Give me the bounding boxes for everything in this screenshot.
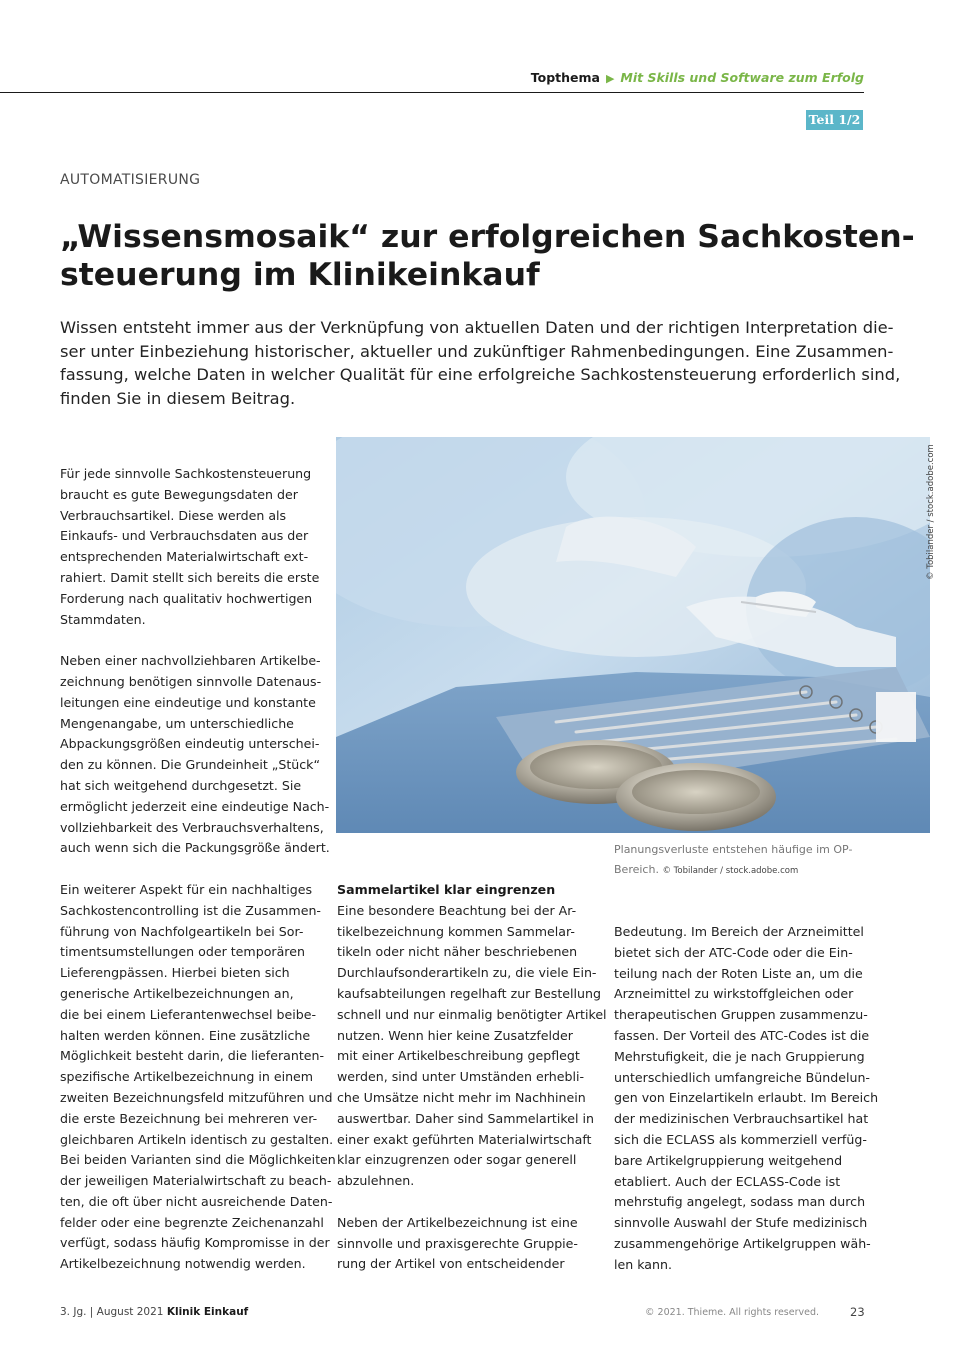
text-line: klar einzugrenzen oder sogar generell [337,1152,577,1168]
text-line: zweiten Bezeichnungsfeld mitzuführen und [60,1089,333,1105]
text-line: die erste Bezeichnung bei mehreren ver- [60,1110,318,1126]
text-line: generische Artikelbezeichnungen an, [60,985,294,1001]
text-line: auswertbar. Daher sind Sammelartikel in [337,1110,594,1126]
caption-text: Bereich. [614,863,659,876]
text-line: fassen. Der Vorteil des ATC-Codes ist die [614,1027,870,1043]
text-line: zeichnung benötigen sinnvolle Datenaus- [60,673,322,689]
text-line: gleichbaren Artikeln identisch zu gestalten. [60,1131,334,1147]
text-line: Mengenangabe, um unterschiedliche [60,715,294,731]
text-line: Bedeutung. Im Bereich der Arzneimittel [614,924,864,939]
text-line: abzulehnen. [337,1173,415,1189]
headline [60,218,915,294]
headline-line: steuerung im Klinikeinkauf [60,257,540,293]
text-line: Für jede sinnvolle Sachkostensteuerung [60,466,312,481]
paragraph [60,464,320,630]
text-line: Verbrauchsartikel. Diese werden als [60,507,287,523]
caption-credit: © Tobilander / stock.adobe.com [662,866,799,876]
text-line: spezifische Artikelbezeichnung in einem [60,1069,314,1085]
text-line: Artikelbezeichnung notwendig werden. [60,1256,306,1272]
play-arrow-icon: ▶ [605,72,615,85]
part-badge: Teil 1/2 [806,110,863,130]
text-line: die bei einem Lieferantenwechsel beibe- [60,1006,317,1022]
text-line: Neben der Artikelbezeichnung ist eine [337,1214,578,1230]
surgery-photo [336,437,930,833]
footer-copyright: © 2021. Thieme. All rights reserved. [645,1307,820,1318]
text-line: tikeln oder nicht näher beschriebenen [337,944,578,960]
text-line: Ein weiterer Aspekt für ein nachhaltiges [60,881,313,897]
column-3 [614,922,879,1276]
surgical-instruments-image [336,437,930,833]
text-line: auch wenn sich die Packungsgröße ändert. [60,840,330,856]
text-line: Abpackungsgrößen eindeutig unterschei- [60,736,320,752]
text-line: bietet sich der ATC-Code oder die Ein- [614,944,853,960]
magazine-name: Klinik Einkauf [166,1306,249,1318]
text-line: Möglichkeit besteht darin, die lieferanten- [60,1048,325,1064]
column-2 [337,880,607,1275]
text-line: therapeutischen Gruppen zusammenzu- [614,1007,868,1023]
footer-issue [60,1306,248,1318]
text-line: Eine besondere Beachtung bei der Ar- [337,902,577,918]
text-line: etabliert. Auch der ECLASS-Code ist [614,1173,841,1189]
text-line: sich die ECLASS als kommerziell verfüg- [614,1131,867,1147]
text-line: werden, sind unter Umständen erhebli- [337,1069,584,1085]
text-line: halten werden können. Eine zusätzliche [60,1027,311,1043]
lead-line: finden Sie in diesem Beitrag. [60,388,296,408]
text-line: teilung nach der Roten Liste an, um die [614,965,863,981]
issue-info: 3. Jg. | August 2021 [60,1306,164,1318]
text-line: leitungen eine eindeutige und konstante [60,694,316,710]
text-line: timentsumstellungen oder temporären [60,944,305,960]
text-line: gen von Einzelartikeln erlaubt. Im Bereich [614,1090,879,1106]
text-line: Arzneimittel zu wirkstoffgleichen oder [614,986,854,1002]
text-line: einer exakt geführten Materialwirtschaft [337,1131,592,1147]
column-1 [60,464,336,1275]
text-line: sinnvolle und praxisgerechte Gruppie- [337,1235,578,1251]
text-line: felder oder eine begrenzte Zeichenanzahl [60,1214,324,1230]
text-line: rung der Artikel von entscheidender [337,1256,565,1272]
kicker: AUTOMATISIERUNG [60,172,201,188]
text-line: verfügt, sodass häufig Kompromisse in der [60,1235,330,1251]
text-line: len kann. [614,1256,672,1272]
text-line: unterschiedlich umfangreiche Bündelun- [614,1069,870,1085]
paragraph [337,901,607,1192]
text-line: den zu können. Die Grundeinheit „Stück“ [60,757,320,773]
text-line: Sachkostencontrolling ist die Zusammen- [60,902,321,918]
header-topic: Topthema [530,70,600,85]
headline-line: „Wissensmosaik“ zur erfolgreichen Sachkosten- [60,219,915,255]
text-line: Bei beiden Varianten sind die Möglichkeiten [60,1152,336,1168]
text-line: mehrstufig angelegt, sodass man durch [614,1194,866,1210]
caption-line-2 [614,860,874,881]
paragraph [60,880,336,1275]
text-line: zusammengehörige Artikelgruppen wäh- [614,1235,871,1251]
page-number: 23 [850,1305,865,1319]
header-rule [0,92,864,93]
photo-credit-vertical [912,444,936,580]
lead-paragraph [60,316,901,410]
text-line: Stammdaten. [60,611,146,627]
text-line: Lieferengpässen. Hierbei bieten sich [60,965,290,981]
lead-line: ser unter Einbeziehung historischer, aktueller und zukünftiger Rahmenbedingungen. Eine Zusammen- [60,341,894,361]
header-series-title: Mit Skills und Software zum Erfolg [620,70,864,85]
text-line: ten, die oft über nicht ausreichende Daten- [60,1193,333,1209]
text-line: Neben einer nachvollziehbaren Artikelbe- [60,653,321,669]
text-line: mit einer Artikelbeschreibung gepflegt [337,1048,580,1064]
text-line: der medizinischen Verbrauchsartikel hat [614,1111,869,1127]
subheading: Sammelartikel klar eingrenzen [337,882,556,897]
text-line: hat sich weitgehend durchgesetzt. Sie [60,777,302,793]
text-line: nutzen. Wenn hier keine Zusatzfelder [337,1027,573,1043]
text-line: braucht es gute Bewegungsdaten der [60,486,298,502]
text-line: sinnvolle Auswahl der Stufe medizinisch [614,1215,868,1231]
text-line: Einkaufs- und Verbrauchsdaten aus der [60,528,309,544]
text-line: Forderung nach qualitativ hochwertigen [60,590,313,606]
text-line: rahiert. Damit stellt sich bereits die erste [60,569,320,585]
text-line: führung von Nachfolgeartikeln bei Sor- [60,923,304,939]
text-line: schnell und nur einmalig benötigter Artikel [337,1006,607,1022]
text-line: Durchlaufsonderartikeln zu, die viele Ein- [337,965,597,981]
lead-line: Wissen entsteht immer aus der Verknüpfung von aktuellen Daten und der richtigen Interpretation die- [60,318,894,337]
paragraph [60,651,330,859]
paragraph [614,922,879,1276]
text-line: entsprechenden Materialwirtschaft ext- [60,549,309,565]
photo-credit-text: © Tobilander / stock.adobe.com [926,444,936,580]
paragraph [337,1213,589,1275]
text-line: tikelbezeichnung kommen Sammelar- [337,923,575,939]
text-line: kaufsabteilungen regelhaft zur Bestellung [337,985,601,1001]
text-line: bare Artikelgruppierung weitgehend [614,1152,843,1168]
text-line: ermöglicht jederzeit eine eindeutige Nach- [60,798,330,814]
text-line: der jeweiligen Materialwirtschaft zu beach- [60,1173,332,1189]
caption-line: Planungsverluste entstehen häufige im OP- [614,843,853,856]
text-line: che Umsätze nicht mehr im Nachhinein [337,1089,586,1105]
text-line: Mehrstufigkeit, die je nach Gruppierung [614,1048,865,1064]
running-header [531,70,864,85]
figure-caption [614,840,874,881]
text-line: vollziehbarkeit des Verbrauchsverhaltens, [60,819,324,835]
lead-line: fassung, welche Daten in welcher Qualität für eine erfolgreiche Sachkostensteuerung erforderlich sind, [60,365,901,384]
